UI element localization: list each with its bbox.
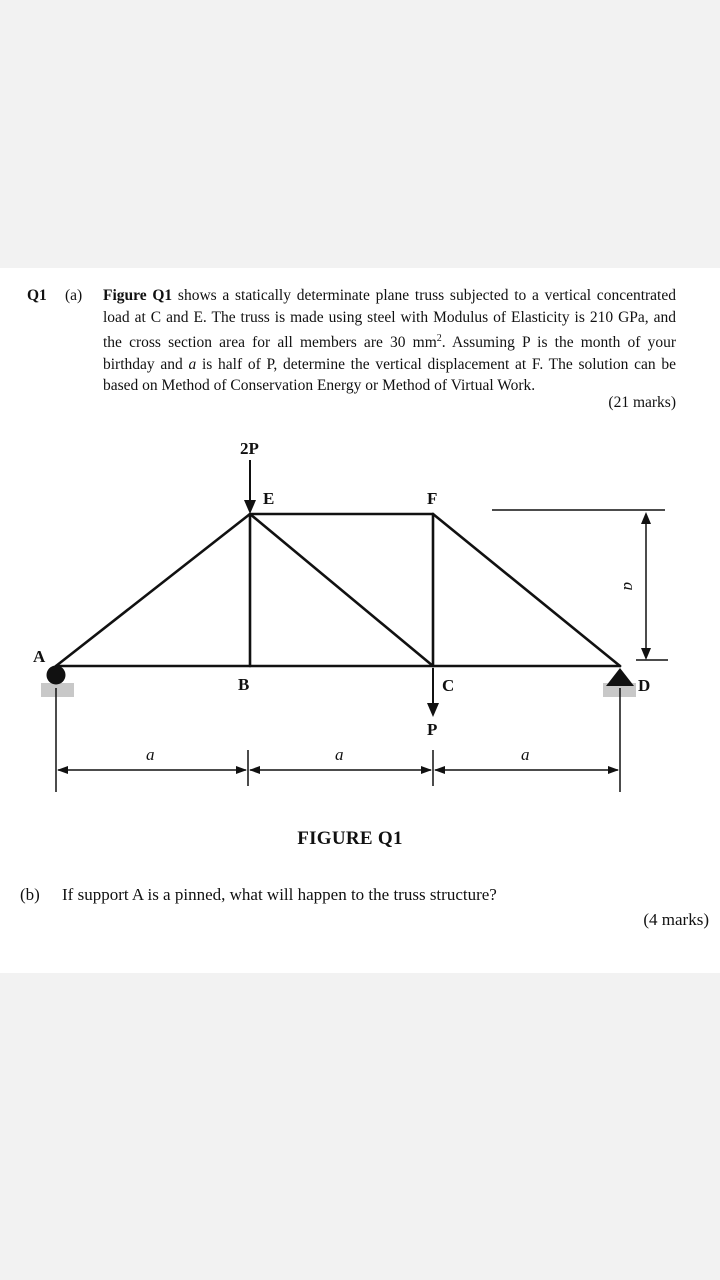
dim-label-cd: a xyxy=(521,745,530,764)
load-arrow-c xyxy=(427,668,439,717)
figure-reference: Figure Q1 xyxy=(103,287,173,304)
support-a-pad xyxy=(41,683,74,697)
part-a-text: Figure Q1 shows a statically determinate plane truss subjected to a vertical concentrated load at C and E. The truss is made using steel with Modulus of Elasticity is 210 GPa, and the cross section area for all members are 30 $mm^2$. Assuming P is the month of your birthday and a is half of P, determine the vertical displacement at F. The solution can be based on Method of Conservation Energy or Method of Virtual Work. xyxy=(103,287,676,395)
part-b-label: (b) xyxy=(20,885,40,904)
truss-diagram xyxy=(0,420,720,860)
node-label-d: D xyxy=(638,676,651,695)
figure-caption: FIGURE Q1 xyxy=(297,828,403,849)
part-b-text: If support A is a pinned, what will happen to the truss structure? xyxy=(62,885,497,904)
dim-label-ab: a xyxy=(146,745,155,764)
background-bottom xyxy=(0,973,720,1280)
support-a-roller xyxy=(47,666,66,685)
member-FD xyxy=(433,514,620,666)
background-top xyxy=(0,0,720,268)
member-EC xyxy=(250,514,433,666)
node-label-e: E xyxy=(263,489,275,508)
node-label-a: A xyxy=(33,647,46,666)
load-label-2p: 2P xyxy=(240,439,259,458)
node-label-c: C xyxy=(442,676,455,695)
truss-figure xyxy=(0,420,720,860)
height-arrow-bottom xyxy=(641,648,651,660)
member-AE xyxy=(56,514,250,666)
node-label-b: B xyxy=(238,675,250,694)
load-label-p: P xyxy=(427,720,438,739)
height-arrow-top xyxy=(641,512,651,524)
dim-label-bc: a xyxy=(335,745,344,764)
node-label-f: F xyxy=(427,489,438,508)
question-number: Q1 xyxy=(27,287,47,304)
load-arrow-e xyxy=(244,460,256,514)
support-d-pin xyxy=(606,668,634,686)
part-b-marks: (4 marks) xyxy=(643,910,709,929)
part-a-marks: (21 marks) xyxy=(608,394,676,411)
dim-label-height: a xyxy=(620,582,639,591)
part-a-label: (a) xyxy=(65,287,83,304)
